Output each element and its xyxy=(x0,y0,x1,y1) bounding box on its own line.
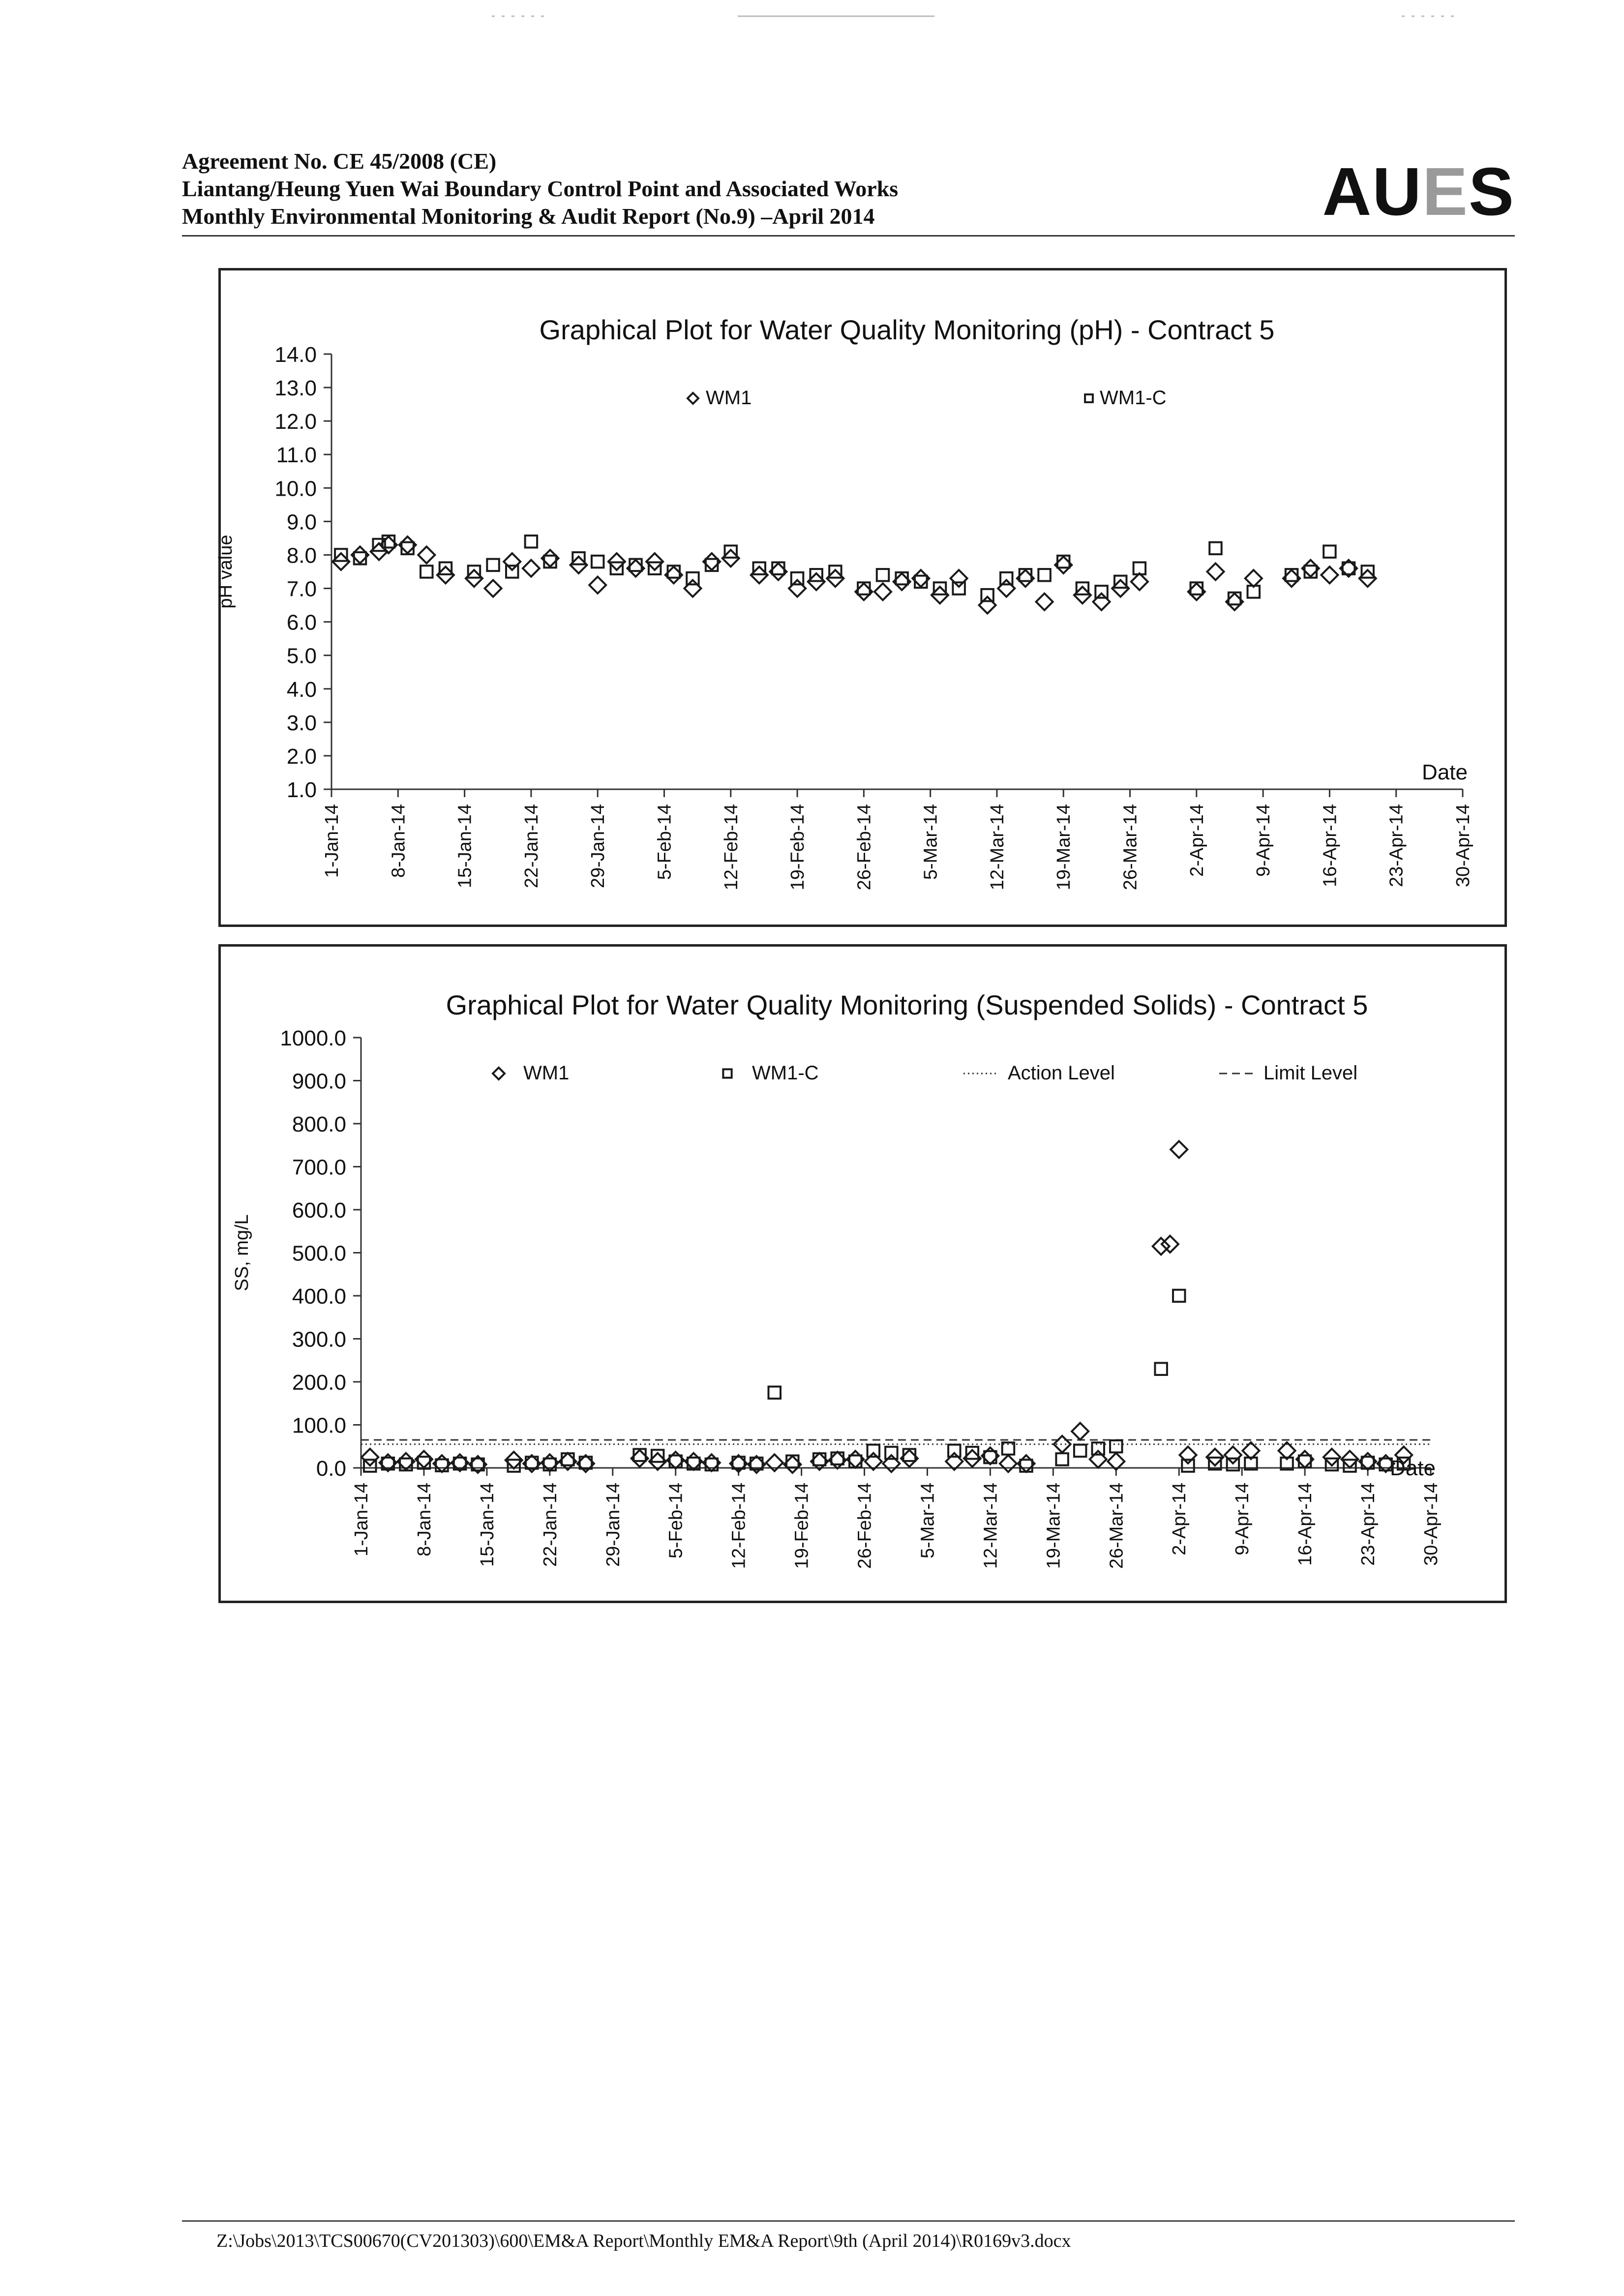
footer-divider xyxy=(182,2220,1515,2222)
ph-y-tick-label: 6.0 xyxy=(286,610,317,635)
report-header xyxy=(182,148,1515,236)
ss-wm1-c-point xyxy=(1056,1453,1068,1465)
ph-wm1-c-point xyxy=(1209,542,1221,554)
ph-wm1-point xyxy=(874,583,891,600)
ph-wm1-c-point xyxy=(421,566,432,577)
ph-wm1-c-point xyxy=(877,569,889,581)
ss-x-tick-label: 19-Mar-14 xyxy=(1043,1483,1064,1569)
ph-x-tick-label: 12-Feb-14 xyxy=(721,804,742,891)
ss-chart xyxy=(221,947,1504,1601)
ph-y-tick-label: 5.0 xyxy=(286,644,317,668)
ph-wm1-c-point xyxy=(810,569,822,581)
ph-y-tick-label: 7.0 xyxy=(286,577,317,601)
ss-y-tick-label: 600.0 xyxy=(292,1198,346,1223)
ph-y-tick-label: 2.0 xyxy=(286,744,317,769)
ph-x-tick-label: 5-Mar-14 xyxy=(920,804,941,880)
ph-legend-diamond-icon xyxy=(688,393,698,404)
logo-letter-e: E xyxy=(1422,154,1469,230)
ss-y-tick-label: 500.0 xyxy=(292,1241,346,1266)
ph-chart-title: Graphical Plot for Water Quality Monitoring (pH) - Contract 5 xyxy=(539,314,1275,345)
ss-x-tick-label: 30-Apr-14 xyxy=(1421,1483,1442,1566)
ss-wm1-c-point xyxy=(1299,1456,1311,1467)
ss-wm1-c-point xyxy=(436,1460,448,1471)
ph-wm1-point xyxy=(418,546,435,563)
ph-wm1-c-point xyxy=(725,545,737,557)
ph-x-tick-label: 1-Jan-14 xyxy=(322,804,342,878)
ph-x-tick-label: 19-Mar-14 xyxy=(1053,804,1075,891)
ss-wm1-c-point xyxy=(849,1456,861,1467)
ph-legend-label: WM1 xyxy=(706,387,752,409)
ss-wm1-point xyxy=(1162,1236,1178,1252)
ss-y-tick-label: 0.0 xyxy=(316,1457,346,1481)
ss-y-tick-label: 800.0 xyxy=(292,1112,346,1136)
ss-chart-frame xyxy=(218,944,1507,1603)
header-divider xyxy=(182,235,1515,237)
ph-wm1-c-point xyxy=(572,552,584,564)
ss-wm1-c-point xyxy=(1344,1460,1355,1471)
ph-x-tick-label: 12-Mar-14 xyxy=(987,804,1008,891)
ph-x-tick-label: 5-Feb-14 xyxy=(654,804,675,880)
ss-legend-square-icon xyxy=(723,1069,731,1077)
ss-wm1-c-point xyxy=(1182,1460,1194,1471)
ss-x-tick-label: 12-Mar-14 xyxy=(980,1483,1001,1569)
ss-legend-label: WM1-C xyxy=(752,1062,819,1084)
ph-wm1-point xyxy=(1321,567,1338,583)
ph-y-tick-label: 1.0 xyxy=(286,778,317,802)
ss-wm1-c-point xyxy=(769,1387,781,1399)
ss-wm1-c-point xyxy=(1155,1363,1167,1375)
ph-wm1-c-point xyxy=(753,562,765,574)
ph-wm1-c-point xyxy=(335,549,347,561)
ph-wm1-c-point xyxy=(440,562,451,574)
ss-wm1-point xyxy=(1171,1141,1187,1158)
footer-file-path: Z:\Jobs\2013\TCS00670(CV201303)\600\EM&A Report\Monthly EM&A Report\9th (April 2014)\R0169v3.docx xyxy=(216,2231,1071,2251)
ss-x-tick-label: 22-Jan-14 xyxy=(540,1483,561,1567)
ph-x-tick-label: 26-Feb-14 xyxy=(854,804,875,891)
ph-wm1-point xyxy=(589,577,606,594)
ss-legend-diamond-icon xyxy=(493,1068,505,1079)
ph-wm1-point xyxy=(1207,564,1224,580)
ss-x-tick-label: 16-Apr-14 xyxy=(1295,1483,1316,1566)
ph-wm1-c-point xyxy=(791,572,803,584)
ss-legend-label: Limit Level xyxy=(1263,1062,1358,1084)
ph-legend-label: WM1-C xyxy=(1100,387,1167,409)
logo-letters-au: AU xyxy=(1322,154,1422,230)
ph-x-axis-title: Date xyxy=(1422,760,1468,784)
ph-x-tick-label: 19-Feb-14 xyxy=(787,804,809,891)
ph-y-tick-label: 8.0 xyxy=(286,543,317,568)
ph-wm1-c-point xyxy=(1114,576,1126,588)
ph-y-tick-label: 14.0 xyxy=(274,343,317,367)
ss-y-tick-label: 400.0 xyxy=(292,1284,346,1309)
ph-x-tick-label: 30-Apr-14 xyxy=(1453,804,1474,887)
ph-y-tick-label: 13.0 xyxy=(274,376,317,401)
ss-wm1-c-point xyxy=(1173,1290,1185,1302)
scan-marks xyxy=(492,14,1574,19)
ph-y-tick-label: 9.0 xyxy=(286,510,317,535)
ph-y-tick-label: 10.0 xyxy=(274,477,317,501)
agreement-number: Agreement No. CE 45/2008 (CE) xyxy=(182,149,497,174)
ss-x-tick-label: 29-Jan-14 xyxy=(602,1483,624,1567)
ss-x-tick-label: 5-Mar-14 xyxy=(917,1483,938,1559)
ss-x-tick-label: 15-Jan-14 xyxy=(477,1483,498,1567)
ph-chart xyxy=(215,270,1504,924)
ph-chart-frame xyxy=(215,268,1507,927)
ss-wm1-point xyxy=(1153,1238,1170,1254)
ss-y-tick-label: 100.0 xyxy=(292,1413,346,1438)
ph-y-tick-label: 11.0 xyxy=(276,443,317,468)
ph-wm1-c-point xyxy=(1323,545,1335,557)
ph-wm1-c-point xyxy=(829,566,841,577)
ss-x-tick-label: 2-Apr-14 xyxy=(1169,1483,1190,1555)
ph-wm1-c-point xyxy=(525,536,537,547)
ph-wm1-c-point xyxy=(981,589,993,601)
ph-wm1-c-point xyxy=(1095,586,1107,597)
ph-x-tick-label: 8-Jan-14 xyxy=(388,804,409,878)
ss-chart-title: Graphical Plot for Water Quality Monitoring (Suspended Solids) - Contract 5 xyxy=(446,989,1368,1020)
ph-wm1-point xyxy=(1131,573,1148,590)
ss-wm1-c-point xyxy=(831,1453,843,1464)
ss-wm1-point xyxy=(1072,1423,1088,1440)
ss-legend-label: WM1 xyxy=(523,1062,570,1084)
ss-y-axis-title: SS, mg/L xyxy=(232,1214,252,1291)
ph-wm1-c-point xyxy=(468,566,480,577)
ph-x-tick-label: 2-Apr-14 xyxy=(1186,804,1207,877)
ss-x-tick-label: 26-Mar-14 xyxy=(1106,1483,1127,1569)
ss-x-tick-label: 1-Jan-14 xyxy=(351,1483,372,1556)
ph-wm1-c-point xyxy=(953,582,964,594)
ss-y-tick-label: 700.0 xyxy=(292,1155,346,1180)
ss-wm1-point xyxy=(1000,1455,1017,1472)
ph-wm1-c-point xyxy=(687,572,698,584)
ss-wm1-c-point xyxy=(813,1453,825,1465)
ss-x-axis-title: Date xyxy=(1390,1456,1436,1480)
ss-wm1-c-point xyxy=(966,1447,978,1459)
ph-wm1-c-point xyxy=(592,556,603,567)
ph-wm1-c-point xyxy=(1077,582,1088,594)
logo-letter-s: S xyxy=(1468,154,1515,230)
ss-wm1-c-point xyxy=(1074,1445,1086,1457)
ss-x-tick-label: 26-Feb-14 xyxy=(854,1483,875,1569)
ph-wm1-c-point xyxy=(611,562,623,574)
ss-wm1-c-point xyxy=(652,1450,663,1461)
ss-wm1-c-point xyxy=(948,1445,960,1457)
ss-x-tick-label: 8-Jan-14 xyxy=(414,1483,435,1556)
ss-wm1-c-point xyxy=(1110,1440,1122,1452)
ss-x-tick-label: 9-Apr-14 xyxy=(1232,1483,1253,1555)
ph-wm1-point xyxy=(523,560,540,577)
ph-x-tick-label: 29-Jan-14 xyxy=(588,804,609,889)
ss-wm1-c-point xyxy=(508,1460,519,1471)
ph-y-tick-label: 4.0 xyxy=(286,677,317,702)
ss-wm1-c-point xyxy=(562,1453,573,1465)
ph-wm1-c-point xyxy=(487,559,499,571)
ss-y-tick-label: 300.0 xyxy=(292,1327,346,1352)
ph-y-axis-title: pH value xyxy=(215,535,236,609)
ss-wm1-c-point xyxy=(885,1447,897,1459)
ss-x-tick-label: 23-Apr-14 xyxy=(1358,1483,1379,1566)
ss-wm1-c-point xyxy=(706,1459,718,1470)
ph-x-tick-label: 9-Apr-14 xyxy=(1253,804,1274,877)
ph-x-tick-label: 22-Jan-14 xyxy=(521,804,542,889)
ss-legend-label: Action Level xyxy=(1008,1062,1115,1084)
ss-y-tick-label: 900.0 xyxy=(292,1069,346,1094)
ph-x-tick-label: 26-Mar-14 xyxy=(1120,804,1141,891)
ph-x-tick-label: 23-Apr-14 xyxy=(1386,804,1407,887)
ph-y-tick-label: 3.0 xyxy=(286,711,317,735)
ph-wm1-c-point xyxy=(649,562,661,574)
ss-wm1-c-point xyxy=(1020,1460,1032,1471)
ss-y-tick-label: 1000.0 xyxy=(280,1026,346,1050)
project-title: Liantang/Heung Yuen Wai Boundary Control Point and Associated Works xyxy=(182,176,899,201)
ph-x-tick-label: 15-Jan-14 xyxy=(454,804,476,889)
ss-wm1-c-point xyxy=(868,1445,879,1457)
ss-x-tick-label: 12-Feb-14 xyxy=(728,1483,750,1569)
ph-legend-square-icon xyxy=(1085,394,1093,402)
ph-y-tick-label: 12.0 xyxy=(274,410,317,434)
ph-wm1-point xyxy=(485,580,502,597)
ss-y-tick-label: 200.0 xyxy=(292,1371,346,1395)
report-title: Monthly Environmental Monitoring & Audit Report (No.9) –April 2014 xyxy=(182,204,875,229)
ph-wm1-point xyxy=(1036,594,1053,610)
ph-wm1-c-point xyxy=(506,566,518,577)
ph-wm1-c-point xyxy=(1361,566,1373,577)
ph-wm1-c-point xyxy=(1038,569,1050,581)
ss-wm1-c-point xyxy=(1092,1442,1104,1454)
ph-wm1-c-point xyxy=(934,582,946,594)
aues-logo xyxy=(1322,154,1515,230)
ph-x-tick-label: 16-Apr-14 xyxy=(1320,804,1341,887)
ss-x-tick-label: 19-Feb-14 xyxy=(791,1483,812,1569)
ph-wm1-c-point xyxy=(1000,572,1012,584)
ph-wm1-point xyxy=(1245,570,1262,587)
ss-x-tick-label: 5-Feb-14 xyxy=(665,1483,687,1559)
